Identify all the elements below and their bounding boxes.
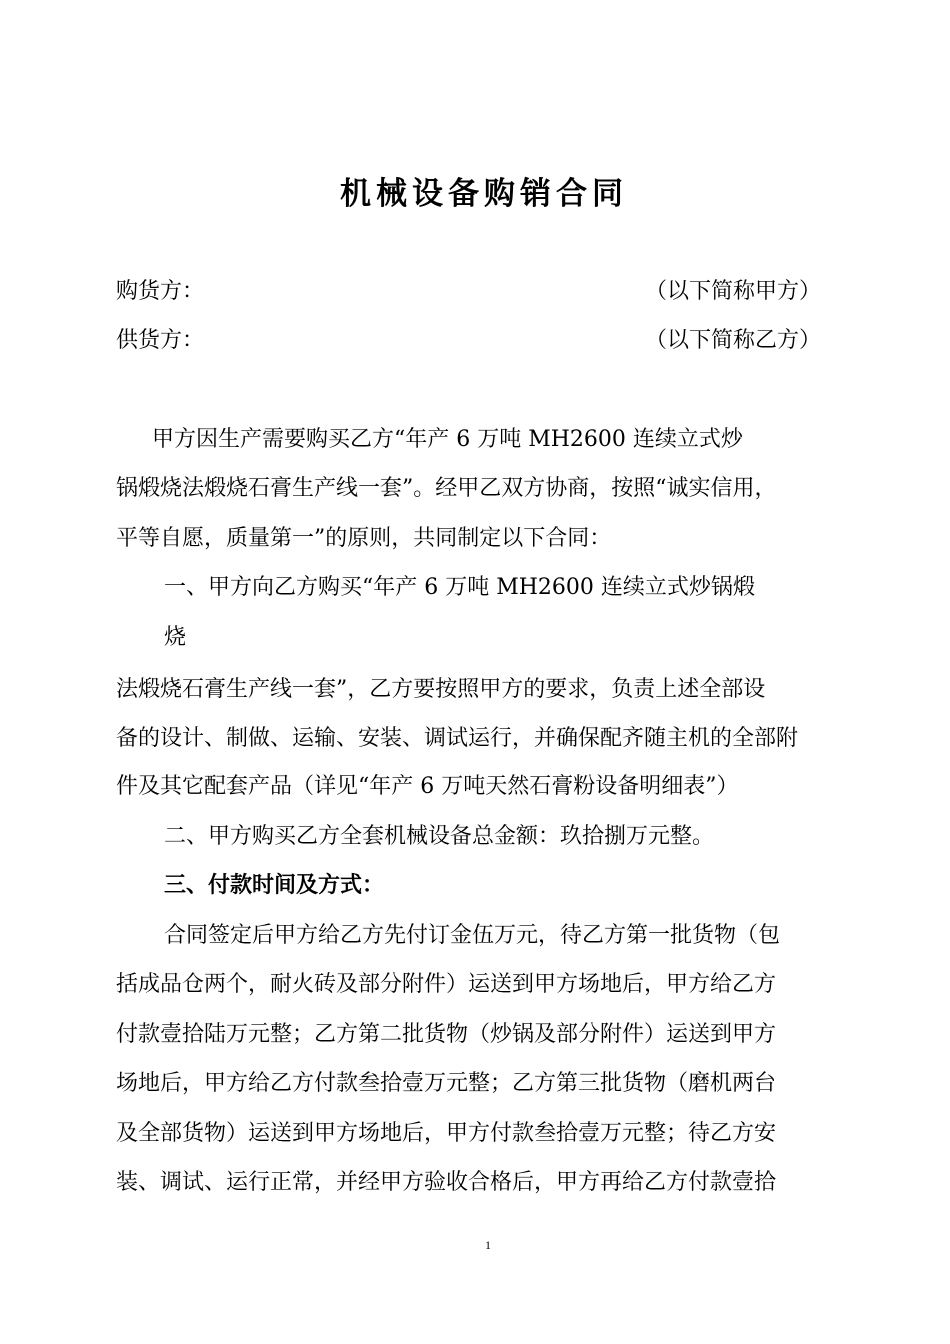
- seller-alias: （以下简称乙方）: [645, 328, 822, 353]
- clause-3-line: 合同签定后甲方给乙方先付订金伍万元，待乙方第一批货物（包: [164, 923, 781, 948]
- buyer-label: 购货方：: [116, 279, 205, 304]
- clause-1-line: 一、甲方向乙方购买“年产 6 万吨 MH2600 连续立式炒锅煅: [164, 575, 755, 600]
- clause-3-line: 装、调试、运行正常，并经甲方验收合格后，甲方再给乙方付款壹拾: [116, 1170, 777, 1195]
- clause-3-line: 及全部货物）运送到甲方场地后，甲方付款叁拾壹万元整；待乙方安: [116, 1121, 777, 1146]
- clause-1-line: 烧: [164, 625, 187, 650]
- clause-3-line: 场地后，甲方给乙方付款叁拾壹万元整；乙方第三批货物（磨机两台: [116, 1071, 777, 1096]
- paragraph-line: 锅煅烧法煅烧石膏生产线一套”。经甲乙双方协商，按照“诚实信用，: [116, 476, 777, 501]
- clause-1-line: 件及其它配套产品（详见“年产 6 万吨天然石膏粉设备明细表”）: [116, 774, 739, 799]
- clause-3-line: 括成品仓两个，耐火砖及部分附件）运送到甲方场地后，甲方给乙方: [116, 972, 777, 997]
- clause-2-line: 二、甲方购买乙方全套机械设备总金额：玖拾捌万元整。: [164, 824, 715, 849]
- document-title: 机械设备购销合同: [340, 176, 628, 212]
- clause-3-heading: 三、付款时间及方式：: [164, 873, 385, 898]
- clause-1-line: 备的设计、制做、运输、安装、调试运行，并确保配齐随主机的全部附: [116, 726, 799, 751]
- page-number: 1: [485, 1238, 491, 1252]
- seller-label: 供货方：: [116, 328, 205, 353]
- clause-3-line: 付款壹拾陆万元整；乙方第二批货物（炒锅及部分附件）运送到甲方: [116, 1022, 777, 1047]
- clause-1-line: 法煅烧石膏生产线一套”，乙方要按照甲方的要求，负责上述全部设: [116, 677, 766, 702]
- paragraph-line: 平等自愿，质量第一”的原则，共同制定以下合同：: [116, 526, 612, 551]
- paragraph-line: 甲方因生产需要购买乙方“年产 6 万吨 MH2600 连续立式炒: [152, 427, 743, 452]
- buyer-alias: （以下简称甲方）: [645, 279, 822, 304]
